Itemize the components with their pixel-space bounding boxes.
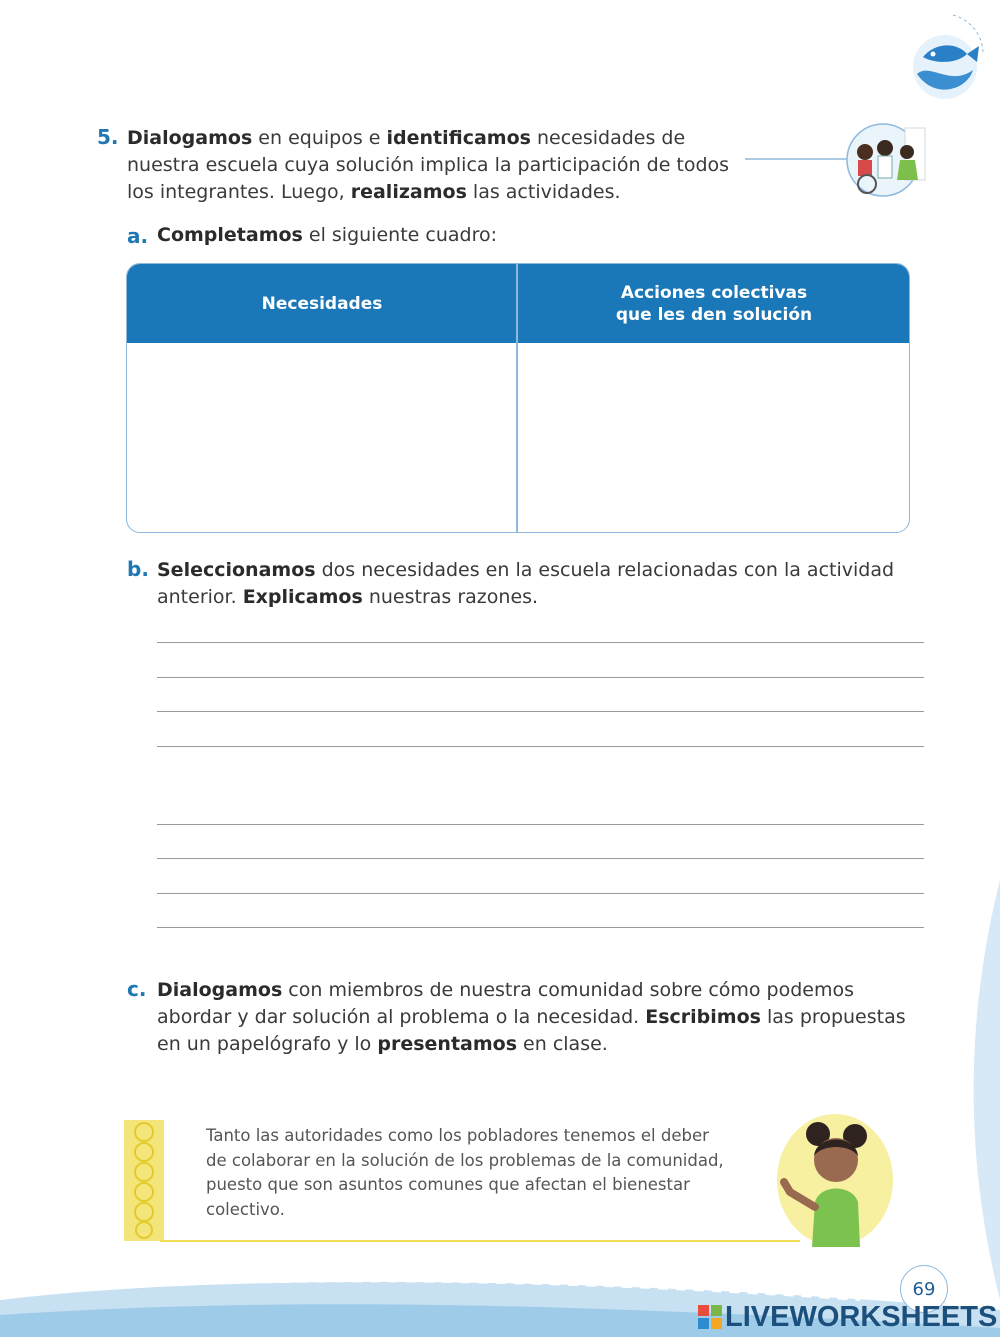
writing-line[interactable] [157, 893, 924, 894]
girl-illustration [760, 1112, 895, 1252]
part-a-letter: a. [127, 224, 149, 248]
table-header-needs: Necesidades [261, 293, 383, 314]
table-header-actions: Acciones colectivas que les den solución [615, 282, 813, 325]
text-run: necesidades de nuestra escuela cuya solución implica la participación de todos los integrantes. Luego, [127, 127, 730, 203]
text-run: en equipos e [252, 127, 387, 149]
bold-keyword: presentamos [377, 1033, 518, 1055]
text-run: las actividades. [466, 181, 621, 203]
part-a-rest: el siguiente cuadro: [302, 224, 497, 246]
liveworksheets-logo[interactable] [698, 1300, 997, 1334]
table-cell-actions[interactable] [518, 343, 910, 533]
writing-line[interactable] [157, 677, 924, 678]
text-run: en clase. [517, 1033, 608, 1055]
text-run: nuestras razones. [362, 586, 539, 608]
bold-keyword: realizamos [350, 181, 467, 203]
page-number-text: 69 [912, 1278, 936, 1300]
note-circles-icon [124, 1120, 164, 1241]
writing-line[interactable] [157, 746, 924, 747]
bold-keyword: identificamos [386, 127, 531, 149]
writing-line[interactable] [157, 642, 924, 643]
note-underline [160, 1240, 800, 1242]
text-run: las propuestas en un papelógrafo y lo [157, 1006, 906, 1055]
part-b-letter: b. [127, 557, 149, 581]
note-text: Tanto las autoridades como los pobladores tenemos el deber de colaborar en la solución de los problemas de la comunidad, puesto que son asuntos comunes que afectan el bienestar colectivo. [206, 1126, 724, 1219]
table-cell-needs[interactable] [127, 343, 516, 533]
bold-keyword: Dialogamos [127, 127, 253, 149]
bold-keyword: Seleccionamos [157, 559, 316, 581]
needs-table [126, 263, 910, 533]
part-a-bold: Completamos [157, 224, 303, 246]
liveworksheets-icon [698, 1305, 722, 1329]
part-a-instruction [157, 224, 497, 246]
writing-line[interactable] [157, 858, 924, 859]
table-header [127, 264, 909, 343]
writing-line[interactable] [157, 824, 924, 825]
writing-line[interactable] [157, 711, 924, 712]
bold-keyword: Dialogamos [157, 979, 283, 1001]
part-c-text [157, 977, 927, 1058]
children-illustration [745, 122, 935, 202]
note-decorative-bar [124, 1120, 164, 1241]
question-5-text [127, 125, 757, 206]
text-run: con miembros de nuestra comunidad sobre cómo podemos abordar y dar solución al problema o la necesidad. [157, 979, 855, 1028]
part-b-text [157, 557, 897, 611]
decorative-wave-right [900, 880, 1000, 1300]
fish-section-icon [905, 12, 985, 102]
liveworksheets-text: LIVEWORKSHEETS [725, 1300, 998, 1333]
text-run: dos necesidades en la escuela relacionadas con la actividad anterior. [157, 559, 895, 608]
writing-line[interactable] [157, 927, 924, 928]
bold-keyword: Escribimos [645, 1006, 761, 1028]
part-c-letter: c. [127, 977, 147, 1001]
bold-keyword: Explicamos [242, 586, 363, 608]
question-number: 5. [97, 125, 119, 149]
